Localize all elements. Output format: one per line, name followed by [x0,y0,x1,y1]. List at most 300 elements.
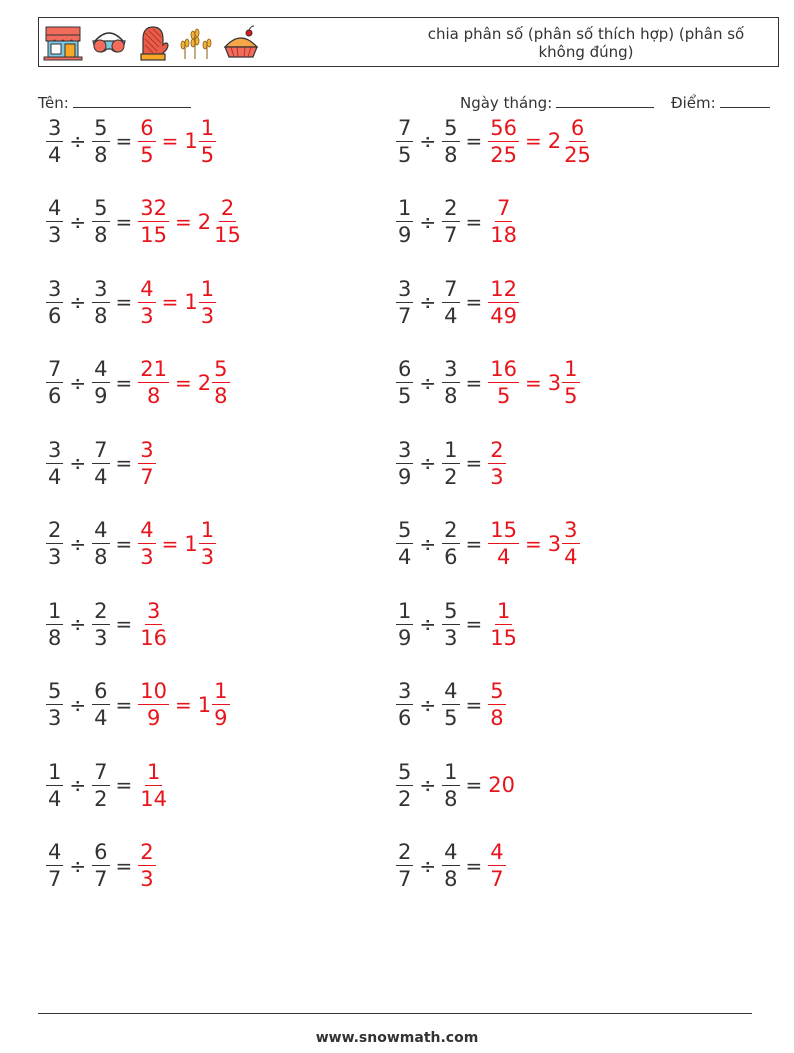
problem-item [396,673,506,737]
answer-fraction [138,276,155,329]
divisor-fraction-numerator: 3 [94,276,108,301]
dividend-fraction-denominator: 6 [48,303,62,328]
worksheet-title: chia phân số (phân số thích hợp) (phân số không đúng) [427,25,745,61]
dividend-fraction [46,517,63,570]
dividend-fraction-numerator: 1 [48,598,62,623]
answer-fraction [488,678,505,731]
dividend-fraction [396,437,413,490]
equals-sign: = [115,612,133,636]
date-blank[interactable] [556,93,654,108]
equals-sign: = [465,209,483,234]
dividend-fraction-numerator: 3 [398,437,412,462]
answer-fraction [138,195,169,248]
divisor-fraction [92,115,109,168]
dividend-fraction-denominator: 4 [48,786,62,811]
equals-sign: = [465,370,483,395]
dividend-fraction-numerator: 2 [48,518,62,542]
equals-sign-mixed: = [525,370,542,395]
dividend-fraction-numerator: 4 [48,196,62,220]
equals-sign: = [115,531,133,556]
divide-sign: ÷ [419,129,437,153]
answer-fraction-numerator: 15 [490,518,518,542]
divide-sign: ÷ [69,290,87,314]
answer-fraction [138,598,169,651]
answer-fraction-numerator: 10 [140,679,168,703]
problem-item [396,270,519,334]
footer-divider [38,1013,752,1014]
problem-item [46,834,156,898]
dividend-fraction [46,437,63,490]
dividend-fraction [396,115,413,168]
divide-sign: ÷ [69,773,87,797]
equals-sign-mixed: = [525,129,542,153]
divisor-fraction [442,598,459,651]
problem-item [46,431,156,495]
divide-sign: ÷ [419,853,437,878]
answer-fraction-numerator: 2 [140,840,154,864]
equals-sign: = [115,451,133,475]
divisor-fraction [442,678,459,731]
dividend-fraction [396,517,413,570]
equals-sign-mixed: = [175,209,192,234]
divide-sign: ÷ [419,773,437,797]
divide-sign: ÷ [419,370,437,395]
dividend-fraction-numerator: 3 [398,679,412,703]
mixed-fraction-denominator: 3 [200,545,215,569]
answer-fraction-denominator: 15 [490,625,518,650]
divisor-fraction [92,276,109,329]
mixed-whole: 2 [197,209,212,234]
equals-sign: = [115,290,133,314]
equals-sign: = [465,129,483,153]
dividend-fraction-numerator: 1 [398,196,412,220]
answer-fraction [138,115,155,168]
answer-fraction-numerator: 1 [496,598,511,623]
divide-sign: ÷ [69,692,87,717]
answer-fraction-denominator: 3 [140,545,154,569]
dividend-fraction-numerator: 1 [48,759,62,784]
dividend-fraction-numerator: 5 [398,759,412,784]
dividend-fraction-denominator: 7 [48,867,62,891]
dividend-fraction-numerator: 4 [48,840,62,864]
equals-sign: = [465,853,483,878]
answer-fraction-numerator: 3 [146,598,161,623]
answer-fraction [138,759,169,812]
divisor-fraction-denominator: 8 [94,545,108,569]
divide-sign: ÷ [419,692,437,717]
answer-fraction-denominator: 4 [496,545,511,569]
name-blank[interactable] [73,93,191,108]
divisor-fraction-denominator: 8 [444,867,458,891]
divisor-fraction-numerator: 6 [94,840,108,864]
answer-fraction-numerator: 4 [140,518,154,542]
divide-sign: ÷ [69,612,87,636]
worksheet-header [38,17,779,67]
name-label: Tên: [38,94,69,112]
answer-fraction-numerator: 5 [490,679,504,703]
problem-item [396,753,515,817]
dividend-fraction-numerator: 3 [48,276,62,301]
divisor-fraction [92,356,109,409]
dividend-fraction [396,356,413,409]
divisor-fraction [442,839,459,892]
dividend-fraction [46,678,63,731]
mixed-fraction-numerator: 3 [564,518,578,542]
divide-sign: ÷ [419,209,437,234]
divisor-fraction-numerator: 6 [94,679,108,703]
mixed-fraction-numerator: 2 [220,196,235,220]
mixed-fraction [199,115,216,168]
problem-item [46,673,230,737]
mixed-fraction-numerator: 1 [214,679,228,703]
equals-sign: = [465,290,483,314]
divisor-fraction-denominator: 3 [94,625,108,650]
equals-sign-mixed: = [525,531,542,556]
dividend-fraction-denominator: 9 [398,223,412,247]
mixed-fraction-denominator: 9 [214,706,228,730]
mixed-whole: 1 [184,531,198,556]
answer-fraction-numerator: 4 [490,840,504,864]
equals-sign: = [465,451,483,475]
divisor-fraction-denominator: 8 [94,142,108,167]
divisor-fraction-numerator: 7 [94,759,108,784]
answer-fraction-numerator: 2 [490,437,504,462]
mixed-whole: 1 [184,129,198,153]
answer-fraction-denominator: 18 [490,223,518,247]
dividend-fraction-numerator: 7 [398,115,412,140]
dividend-fraction-denominator: 3 [48,706,62,730]
mixed-fraction-denominator: 15 [214,223,241,247]
equals-sign: = [115,692,133,717]
divisor-fraction [442,276,459,329]
problem-item [46,753,169,817]
header-icons [43,22,261,64]
dividend-fraction-denominator: 4 [48,464,62,489]
problem-item [396,109,593,173]
divisor-fraction-numerator: 4 [94,518,108,542]
divisor-fraction-denominator: 9 [94,384,108,408]
equals-sign: = [115,370,133,395]
problem-item [396,190,519,254]
equals-sign: = [115,209,133,234]
divide-sign: ÷ [69,370,87,395]
divisor-fraction-denominator: 4 [444,303,458,328]
mixed-fraction-numerator: 1 [200,115,215,140]
answer-fraction-denominator: 16 [140,625,168,650]
equals-sign-mixed: = [161,531,179,556]
mixed-fraction-numerator: 6 [570,115,585,140]
answer-fraction-denominator: 8 [146,384,161,408]
divisor-fraction [442,115,459,168]
sunglasses-icon [89,25,129,61]
footer-website: www.snowmath.com [315,1030,479,1046]
divide-sign: ÷ [69,531,87,556]
oven-mitt-icon [135,25,169,61]
divisor-fraction [92,517,109,570]
divisor-fraction-denominator: 8 [444,142,458,167]
problem-item [46,592,169,656]
divisor-fraction-numerator: 3 [444,357,458,381]
divisor-fraction-denominator: 3 [444,625,458,650]
dividend-fraction [396,195,413,248]
answer-fraction-numerator: 16 [490,357,518,381]
answer-fraction-numerator: 56 [490,115,518,140]
equals-sign: = [115,129,133,153]
answer-fraction-denominator: 7 [140,464,154,489]
dividend-fraction [396,759,413,812]
answer-fraction-denominator: 3 [140,867,154,891]
dividend-fraction-denominator: 5 [398,384,412,408]
dividend-fraction-denominator: 2 [398,786,412,811]
divisor-fraction-numerator: 4 [444,840,458,864]
dividend-fraction-denominator: 5 [398,142,412,167]
answer-fraction [488,195,519,248]
divisor-fraction-numerator: 1 [444,759,458,784]
dividend-fraction [46,598,63,651]
answer-fraction-numerator: 7 [496,196,511,220]
problem-item [46,190,243,254]
dividend-fraction-numerator: 5 [48,679,62,703]
mixed-whole: 3 [547,531,562,556]
equals-sign: = [115,853,133,878]
divisor-fraction-denominator: 6 [444,545,458,569]
dividend-fraction [396,839,413,892]
answer-fraction-numerator: 1 [146,759,161,784]
dividend-fraction [396,598,413,651]
answer-whole: 20 [488,773,516,797]
divide-sign: ÷ [419,612,437,636]
divisor-fraction-numerator: 7 [444,276,458,301]
divide-sign: ÷ [419,531,437,556]
dividend-fraction-denominator: 8 [48,625,62,650]
answer-fraction [138,678,169,731]
answer-fraction [138,839,155,892]
answer-fraction-denominator: 49 [490,303,518,328]
dividend-fraction-denominator: 9 [398,464,412,489]
answer-fraction [488,517,519,570]
divisor-fraction [442,517,459,570]
wheat-icon [175,25,215,61]
answer-fraction [488,356,519,409]
divisor-fraction-numerator: 1 [444,437,458,462]
problem-item [46,109,216,173]
divide-sign: ÷ [69,129,87,153]
dividend-fraction [46,276,63,329]
dividend-fraction [46,356,63,409]
mixed-whole: 3 [547,370,562,395]
equals-sign: = [465,773,483,797]
dividend-fraction-numerator: 3 [48,437,62,462]
answer-fraction-denominator: 5 [496,384,511,408]
divisor-fraction-numerator: 7 [94,437,108,462]
answer-fraction [488,115,519,168]
mixed-fraction-denominator: 5 [200,142,215,167]
problem-item [396,834,506,898]
mixed-fraction-numerator: 5 [214,357,228,381]
dividend-fraction-numerator: 7 [48,357,62,381]
mixed-fraction [212,195,243,248]
answer-fraction [138,356,169,409]
divisor-fraction-numerator: 4 [444,679,458,703]
mixed-fraction-denominator: 3 [200,303,215,328]
equals-sign: = [465,531,483,556]
divide-sign: ÷ [419,290,437,314]
answer-fraction-denominator: 15 [140,223,168,247]
divide-sign: ÷ [69,853,87,878]
divide-sign: ÷ [69,451,87,475]
dividend-fraction-denominator: 4 [48,142,62,167]
answer-fraction-denominator: 3 [490,464,504,489]
divisor-fraction-denominator: 5 [444,706,458,730]
divisor-fraction [92,195,109,248]
problem-item [396,592,519,656]
divide-sign: ÷ [419,451,437,475]
answer-fraction-denominator: 8 [490,706,504,730]
divisor-fraction-numerator: 2 [444,518,458,542]
mixed-whole: 2 [197,370,212,395]
divisor-fraction [442,759,459,812]
answer-fraction-denominator: 25 [490,142,518,167]
dividend-fraction-denominator: 4 [398,545,412,569]
mixed-fraction-numerator: 1 [200,518,215,542]
equals-sign-mixed: = [175,692,192,717]
mixed-fraction-denominator: 5 [564,384,578,408]
score-blank[interactable] [720,93,770,108]
dividend-fraction-denominator: 7 [398,303,412,328]
score-label: Điểm: [671,94,716,112]
divisor-fraction [442,195,459,248]
mixed-fraction-denominator: 8 [214,384,228,408]
dividend-fraction [46,195,63,248]
divisor-fraction-numerator: 5 [444,598,458,623]
answer-fraction-numerator: 3 [140,437,154,462]
divisor-fraction-denominator: 8 [444,384,458,408]
mixed-whole: 2 [547,129,562,153]
divisor-fraction-denominator: 4 [94,464,108,489]
equals-sign-mixed: = [161,290,179,314]
problem-item [396,351,580,415]
divisor-fraction-denominator: 2 [444,464,458,489]
equals-sign: = [115,773,133,797]
dividend-fraction-denominator: 6 [48,384,62,408]
divisor-fraction [92,839,109,892]
dividend-fraction-numerator: 1 [398,598,412,623]
dividend-fraction [46,839,63,892]
divisor-fraction-denominator: 2 [94,786,108,811]
dividend-fraction [396,276,413,329]
dividend-fraction-denominator: 7 [398,867,412,891]
mixed-fraction [562,115,593,168]
mixed-fraction [212,678,229,731]
mixed-fraction [199,276,216,329]
dividend-fraction-numerator: 2 [398,840,412,864]
dividend-fraction [46,115,63,168]
answer-fraction [488,598,519,651]
divisor-fraction [92,678,109,731]
divisor-fraction-numerator: 5 [444,115,458,140]
mixed-whole: 1 [184,290,198,314]
divisor-fraction-denominator: 8 [444,786,458,811]
problem-item [396,431,506,495]
dividend-fraction-denominator: 9 [398,625,412,650]
mixed-fraction-denominator: 4 [564,545,578,569]
divisor-fraction-denominator: 4 [94,706,108,730]
answer-fraction-numerator: 21 [140,357,168,381]
dividend-fraction [46,759,63,812]
divisor-fraction [92,598,109,651]
dividend-fraction-denominator: 3 [48,223,62,247]
divisor-fraction-denominator: 7 [94,867,108,891]
dividend-fraction-denominator: 3 [48,545,62,569]
answer-fraction-denominator: 14 [140,786,168,811]
answer-fraction-numerator: 12 [490,276,518,301]
dividend-fraction-numerator: 3 [48,115,62,140]
divisor-fraction [92,759,109,812]
equals-sign-mixed: = [161,129,179,153]
answer-fraction [138,517,155,570]
dividend-fraction-numerator: 5 [398,518,412,542]
divisor-fraction-denominator: 8 [94,223,108,247]
problem-item [396,512,580,576]
divisor-fraction-numerator: 5 [94,115,108,140]
answer-fraction [138,437,155,490]
divisor-fraction-denominator: 8 [94,303,108,328]
answer-fraction-denominator: 5 [140,142,154,167]
problem-item [46,270,216,334]
answer-fraction-denominator: 3 [140,303,154,328]
mixed-fraction-numerator: 1 [564,357,578,381]
equals-sign: = [465,612,483,636]
equals-sign-mixed: = [175,370,192,395]
answer-fraction [488,437,505,490]
mixed-fraction [562,356,579,409]
answer-fraction-denominator: 9 [146,706,161,730]
problem-item [46,351,230,415]
divisor-fraction-numerator: 2 [444,196,458,220]
dividend-fraction-numerator: 6 [398,357,412,381]
answer-fraction-numerator: 32 [140,196,168,220]
answer-fraction-denominator: 7 [490,867,504,891]
divisor-fraction-numerator: 2 [94,598,108,623]
mixed-fraction-numerator: 1 [200,276,215,301]
mixed-fraction [562,517,579,570]
divisor-fraction-numerator: 4 [94,357,108,381]
equals-sign: = [465,692,483,717]
answer-fraction-numerator: 6 [140,115,154,140]
dividend-fraction [396,678,413,731]
score-field[interactable] [671,93,770,112]
mixed-fraction-denominator: 25 [564,142,591,167]
divisor-fraction-numerator: 5 [94,196,108,220]
mixed-whole: 1 [197,692,212,717]
answer-fraction-numerator: 4 [140,276,154,301]
answer-fraction [488,276,519,329]
pie-icon [221,25,261,61]
mixed-fraction [199,517,216,570]
divisor-fraction [442,356,459,409]
divisor-fraction-denominator: 7 [444,223,458,247]
dividend-fraction-denominator: 6 [398,706,412,730]
divisor-fraction [442,437,459,490]
dividend-fraction-numerator: 3 [398,276,412,301]
shop-icon [43,25,83,61]
divisor-fraction [92,437,109,490]
answer-fraction [488,839,505,892]
problem-item [46,512,216,576]
mixed-fraction [212,356,229,409]
divide-sign: ÷ [69,209,87,234]
date-label: Ngày tháng: [460,94,553,112]
